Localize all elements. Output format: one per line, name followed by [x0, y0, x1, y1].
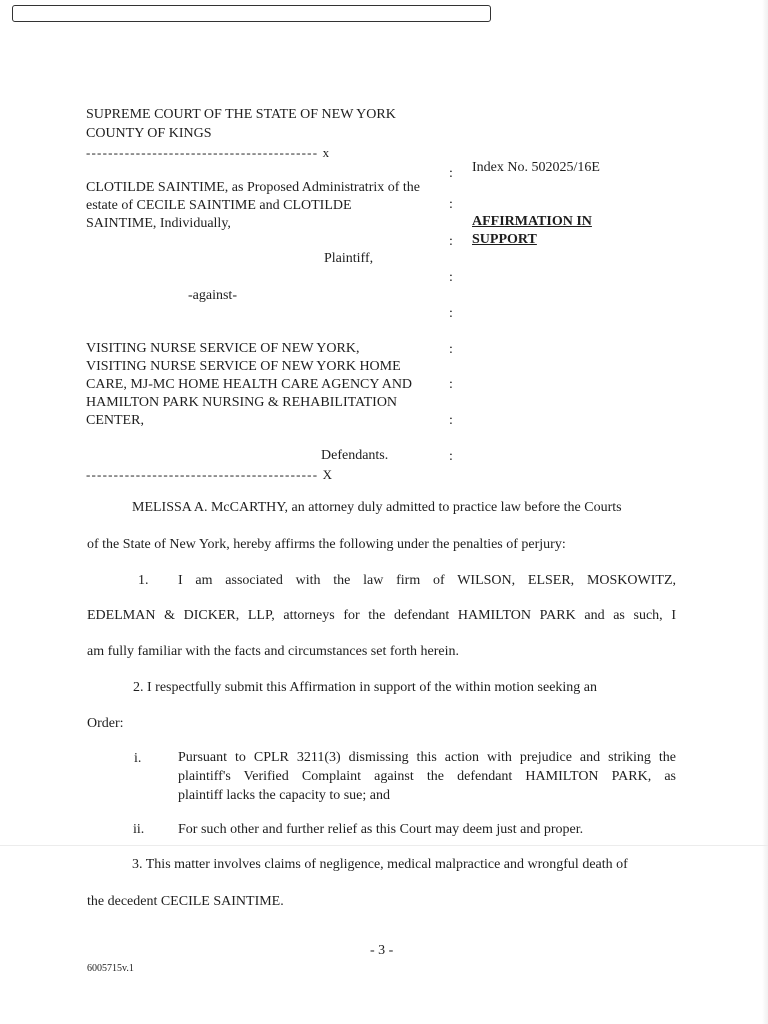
- list-item-line: plaintiff's Verified Complaint against the defendant HAMILTON PARK, as: [178, 769, 676, 784]
- list-item-line: plaintiff lacks the capacity to sue; and: [178, 788, 391, 803]
- defendant-line: CARE, MJ-MC HOME HEALTH CARE AGENCY AND: [86, 377, 413, 392]
- defendant-line: CENTER,: [86, 413, 144, 428]
- document-title: SUPPORT: [472, 232, 537, 247]
- plaintiff-role: Plaintiff,: [324, 251, 374, 266]
- defendant-line: VISITING NURSE SERVICE OF NEW YORK HOME: [86, 359, 401, 374]
- page-number: - 3 -: [370, 943, 394, 958]
- paragraph-2-line: Order:: [87, 716, 124, 731]
- paragraph-3-line: the decedent CECILE SAINTIME.: [87, 894, 284, 909]
- document-title: AFFIRMATION IN: [472, 214, 592, 229]
- plaintiff-line: SAINTIME, Individually,: [86, 216, 231, 231]
- list-marker: ii.: [133, 822, 145, 837]
- colon: :: [449, 449, 453, 464]
- paragraph-2-line: 2. I respectfully submit this Affirmation in support of the within motion seeking an: [133, 680, 598, 695]
- index-number: Index No. 502025/16E: [472, 160, 600, 175]
- colon: :: [449, 166, 453, 181]
- plaintiff-line: estate of CECILE SAINTIME and CLOTILDE: [86, 198, 352, 213]
- against-label: -against-: [188, 288, 237, 303]
- paragraph-1-line: am fully familiar with the facts and circumstances set forth herein.: [87, 644, 460, 659]
- defendant-line: HAMILTON PARK NURSING & REHABILITATION: [86, 395, 398, 410]
- colon: :: [449, 270, 453, 285]
- colon: :: [449, 306, 453, 321]
- paragraph-1-line: I am associated with the law firm of WILSON, ELSER, MOSKOWITZ,: [178, 573, 676, 588]
- intro-line: MELISSA A. McCARTHY, an attorney duly admitted to practice law before the Courts: [132, 500, 622, 515]
- colon: :: [449, 234, 453, 249]
- header-bar: [12, 5, 491, 22]
- document-id: 6005715v.1: [87, 963, 134, 974]
- paragraph-3-line: 3. This matter involves claims of negligence, medical malpractice and wrongful death of: [132, 857, 628, 872]
- page-fold-line: [0, 845, 768, 846]
- separator-top: ------------------------------------------ x: [86, 145, 331, 158]
- list-marker: i.: [134, 751, 142, 766]
- defendant-line: VISITING NURSE SERVICE OF NEW YORK,: [86, 341, 360, 356]
- intro-line: of the State of New York, hereby affirms the following under the penalties of perjury:: [87, 537, 566, 552]
- colon: :: [449, 197, 453, 212]
- list-item-line: For such other and further relief as this Court may deem just and proper.: [178, 822, 584, 837]
- colon: :: [449, 413, 453, 428]
- colon: :: [449, 377, 453, 392]
- colon: :: [449, 342, 453, 357]
- court-name: SUPREME COURT OF THE STATE OF NEW YORK: [86, 107, 396, 122]
- separator-bottom: ------------------------------------------ X: [86, 467, 334, 480]
- paragraph-number: 1.: [138, 573, 149, 588]
- page-edge-shadow: [762, 0, 768, 1024]
- defendants-role: Defendants.: [321, 448, 389, 463]
- plaintiff-line: CLOTILDE SAINTIME, as Proposed Administratrix of the: [86, 180, 421, 195]
- county-name: COUNTY OF KINGS: [86, 126, 212, 141]
- list-item-line: Pursuant to CPLR 3211(3) dismissing this action with prejudice and striking the: [178, 750, 676, 765]
- paragraph-1-line: EDELMAN & DICKER, LLP, attorneys for the defendant HAMILTON PARK and as such, I: [87, 608, 676, 623]
